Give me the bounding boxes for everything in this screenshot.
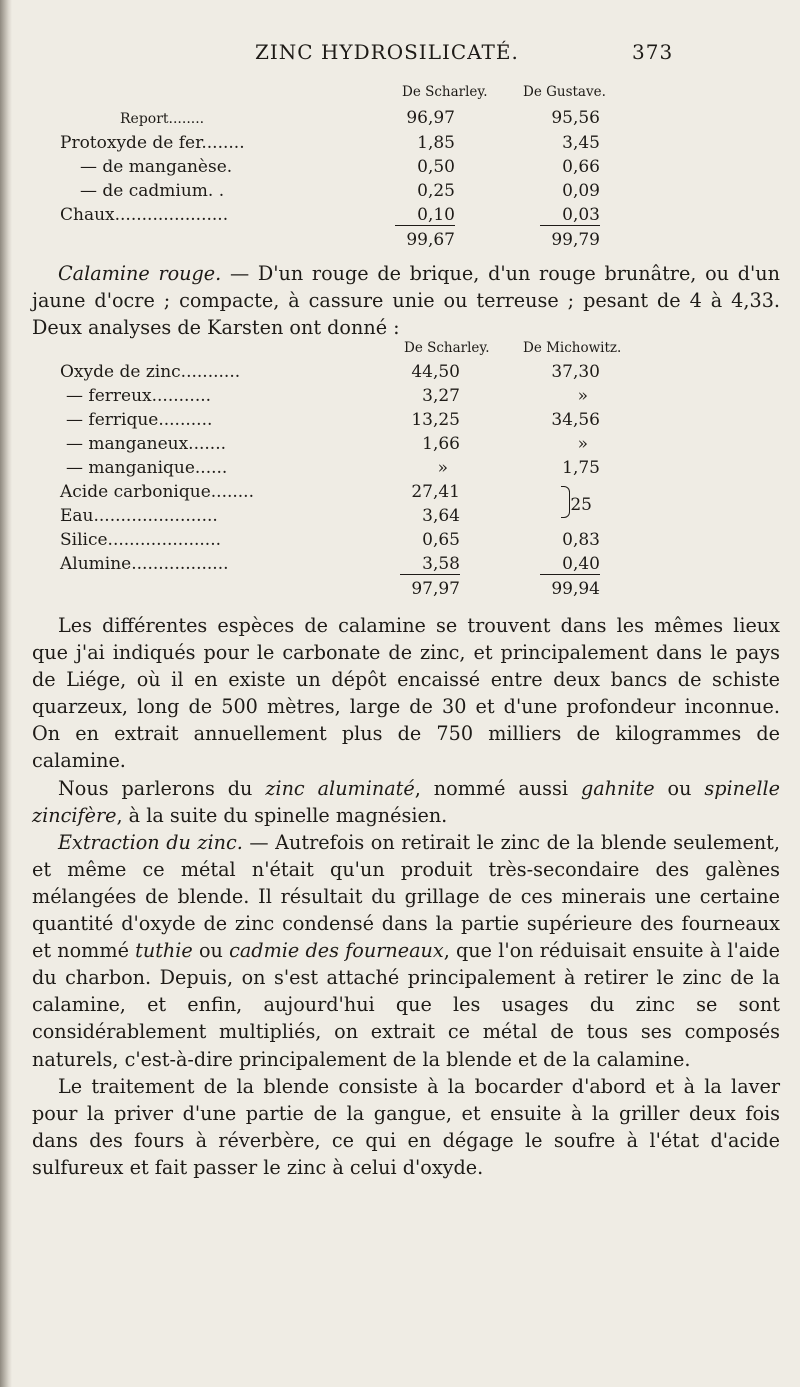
term-zinc-aluminate: zinc aluminaté — [265, 776, 415, 800]
row-value-1: 44,50 — [411, 362, 460, 382]
term-tuthie: tuthie — [135, 939, 193, 963]
text-span: Nous parlerons du — [58, 776, 266, 800]
table-total-row — [0, 579, 800, 601]
table-row — [0, 434, 800, 456]
section-title-extraction: Extraction du zinc. — [58, 830, 243, 854]
table-row — [0, 530, 800, 552]
running-header — [0, 40, 800, 80]
row-value-1: 96,97 — [406, 108, 455, 128]
text-span: , à la suite du spinelle magnésien. — [116, 803, 448, 827]
table-row — [0, 181, 800, 203]
text-span: , que l'on réduisait ensuite à l'aide du charbon. Depuis, on s'est attaché principalement à retirer le zinc de la calamine, et enfin, aujourd'hui que les usages du zinc se sont considérablement multipliés, on extrait ce métal de tous ses composés naturels, c'est-à-dire principalement de la blende et de la calamine. — [32, 939, 780, 1071]
row-value-1: » — [437, 458, 448, 478]
row-value-2: 0,09 — [562, 181, 600, 201]
row-value-2: 0,40 — [540, 554, 600, 575]
row-value-1: 0,65 — [422, 530, 460, 550]
analysis-table-2 — [0, 340, 800, 630]
total-value-2: 99,94 — [551, 579, 600, 599]
table-row — [0, 410, 800, 432]
table-row — [0, 386, 800, 408]
row-value-2: 1,75 — [562, 458, 600, 478]
row-value-2: 0,66 — [562, 157, 600, 177]
row-label: Eau....................... — [60, 506, 218, 526]
table-total-row — [0, 230, 800, 252]
row-label: — manganeux....... — [66, 434, 226, 454]
row-value-1: 0,25 — [417, 181, 455, 201]
paragraph-extraction — [32, 829, 780, 1073]
row-value-2: » — [577, 434, 588, 454]
body-text — [32, 612, 780, 1181]
row-value-2: 37,30 — [551, 362, 600, 382]
row-value-1: 3,58 — [400, 554, 460, 575]
paragraph-text: — D'un rouge de brique, d'un rouge brunâtre, ou d'un jaune d'ocre ; compacte, à cassure unie ou terreuse ; pesant de 4 à 4,33. Deux analyses de Karsten ont donné : — [32, 262, 780, 340]
row-value-1: 3,64 — [422, 506, 460, 526]
text-span: , nommé aussi — [414, 776, 581, 800]
table-row — [0, 362, 800, 384]
term-cadmie: cadmie des fourneaux — [229, 939, 444, 963]
row-value-2: » — [577, 386, 588, 406]
table-row — [0, 205, 800, 227]
section-title-calamine-rouge: Calamine rouge. — [58, 262, 222, 285]
paragraph-zinc-aluminate — [32, 775, 780, 829]
table-row — [0, 458, 800, 480]
row-value-1: 1,85 — [417, 133, 455, 153]
row-label: — ferrique.......... — [66, 410, 213, 430]
row-label: Oxyde de zinc........... — [60, 362, 241, 382]
col-head-michowitz: De Michowitz. — [523, 340, 622, 356]
row-value-2: 34,56 — [551, 410, 600, 430]
row-value-1: 0,10 — [395, 205, 455, 226]
col-head-scharley: De Scharley. — [402, 84, 488, 100]
row-value-1: 0,50 — [417, 157, 455, 177]
paragraph-blende-treatment: Le traitement de la blende consiste à la bocarder d'abord et à la laver pour la priver d'une partie de la gangue, et ensuite à la griller deux fois dans des fours à réverbère, ce qui en dégage le soufre à l'état d'acide sulfureux et fait passer le zinc à celui d'oxyde. — [32, 1074, 780, 1179]
table-row — [0, 482, 800, 504]
text-span: — Autrefois on retirait le zinc de la blende seulement, et même ce métal n'était qu'un produit très-secondaire des galènes mélangées de blende. Il résultait du grillage de ces minerais une certaine quantité d'oxyde de zinc condensé dans la partie supérieure des fourneaux et nommé — [32, 830, 780, 963]
row-value-1: 3,27 — [422, 386, 460, 406]
total-value-1: 97,97 — [411, 579, 460, 599]
row-label: Report........ — [120, 111, 205, 127]
text-span: ou — [192, 939, 230, 963]
brace-value: 25 — [570, 495, 592, 515]
total-value-1: 99,67 — [406, 230, 455, 250]
table-row — [0, 157, 800, 179]
text-span: ou — [654, 776, 705, 800]
term-spinelle-zincifere: spinelle zincifère — [32, 776, 780, 827]
row-value-2: 95,56 — [551, 108, 600, 128]
analysis-table-1 — [0, 84, 800, 254]
term-gahnite: gahnite — [580, 776, 655, 800]
row-value-2: 3,45 — [562, 133, 600, 153]
table-row — [0, 554, 800, 576]
col-head-gustave: De Gustave. — [523, 84, 606, 100]
row-value-1: 27,41 — [411, 482, 460, 502]
row-value-1: 13,25 — [411, 410, 460, 430]
row-value-2: 0,83 — [562, 530, 600, 550]
page-number: 373 — [632, 40, 674, 64]
table-row — [0, 108, 800, 130]
row-label: Silice..................... — [60, 530, 222, 550]
header-title: ZINC HYDROSILICATÉ. — [255, 40, 519, 64]
row-value-1: 1,66 — [422, 434, 460, 454]
col-head-scharley: De Scharley. — [404, 340, 490, 356]
paragraph-calamine-rouge — [32, 260, 780, 341]
row-label: — de cadmium. . — [80, 181, 225, 201]
paragraph-liege-deposit: Les différentes espèces de calamine se trouvent dans les mêmes lieux que j'ai indiqués pour le carbonate de zinc, et principalement dans le pays de Liége, où il en existe un dépôt encaissé entre deux bancs de schiste quarzeux, long de 500 mètres, large de 30 et d'une profondeur inconnue. On en extrait annuellement plus de 750 milliers de kilogrammes de calamine. — [32, 614, 780, 773]
row-value-2: 0,03 — [540, 205, 600, 226]
table-row — [0, 506, 800, 528]
row-label: Acide carbonique........ — [60, 482, 254, 502]
total-value-2: 99,79 — [551, 230, 600, 250]
row-label: Alumine.................. — [60, 554, 229, 574]
row-label: Protoxyde de fer........ — [60, 133, 245, 153]
row-label: — ferreux........... — [66, 386, 212, 406]
table-row — [0, 133, 800, 155]
row-label: — de manganèse. — [80, 157, 233, 177]
row-label: — manganique...... — [66, 458, 228, 478]
row-label: Chaux..................... — [60, 205, 229, 225]
